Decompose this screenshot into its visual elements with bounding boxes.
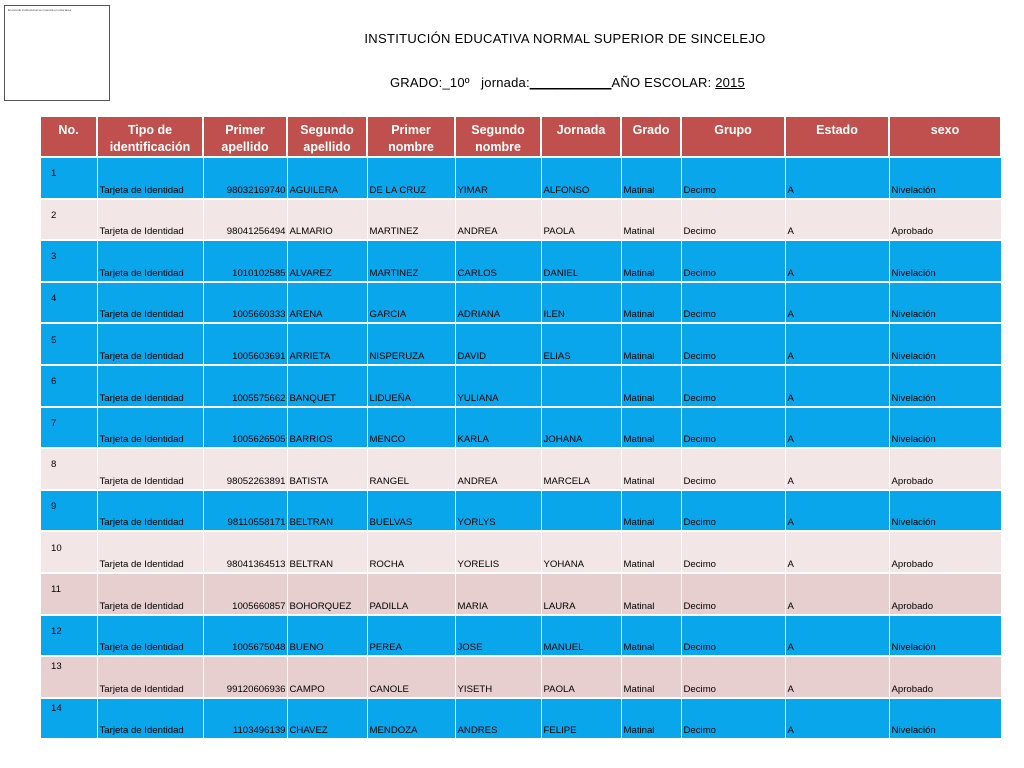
table-body [41,157,1001,739]
grado-cell: Decimo [681,199,785,241]
row-number: 5 [41,323,97,365]
grupo-cell: A [785,407,889,449]
table-row [41,407,1001,449]
first-surname-cell: ARENA [287,282,367,324]
second-surname-cell: LIDUEÑA [367,365,455,407]
table-row [41,490,1001,532]
jornada-blank: ___________ [529,75,612,90]
second-surname-cell: CANOLE [367,656,455,698]
second-name-cell: LAURA [541,573,621,615]
jornada-cell: Matinal [621,323,681,365]
grado-cell: Decimo [681,531,785,573]
grupo-cell: A [785,698,889,740]
first-name-cell: ANDREA [455,199,541,241]
id-number-cell: 98041364513 [203,531,287,573]
second-surname-cell: RANGEL [367,448,455,490]
grado-cell: Decimo [681,240,785,282]
id-number-cell: 1005575662 [203,365,287,407]
estado-cell: Aprobado [889,199,1001,241]
id-type-cell: Tarjeta de Identidad [97,531,203,573]
column-header: Primer apellido [203,117,287,157]
row-number: 11 [41,573,97,615]
anio-value: 2015 [715,75,745,90]
table-row [41,615,1001,657]
grupo-cell: A [785,490,889,532]
id-number-cell: 1103496139 [203,698,287,740]
column-header: Jornada [541,117,621,157]
id-type-cell: Tarjeta de Identidad [97,240,203,282]
second-surname-cell: PADILLA [367,573,455,615]
estado-cell: Nivelación [889,490,1001,532]
first-name-cell: YORELIS [455,531,541,573]
jornada-cell: Matinal [621,573,681,615]
table-header-row [41,117,1001,157]
table-row [41,240,1001,282]
jornada-cell: Matinal [621,157,681,199]
grado-cell: Decimo [681,407,785,449]
first-name-cell: ADRIANA [455,282,541,324]
first-surname-cell: BELTRAN [287,490,367,532]
first-name-cell: YISETH [455,656,541,698]
grupo-cell: A [785,573,889,615]
second-surname-cell: NISPERUZA [367,323,455,365]
id-number-cell: 1005675048 [203,615,287,657]
jornada-cell: Matinal [621,656,681,698]
id-number-cell: 98052263891 [203,448,287,490]
second-surname-cell: GARCIA [367,282,455,324]
first-surname-cell: ARRIETA [287,323,367,365]
id-type-cell: Tarjeta de Identidad [97,199,203,241]
second-name-cell [541,365,621,407]
first-name-cell: YORLYS [455,490,541,532]
row-number: 4 [41,282,97,324]
logo-placeholder [4,5,110,101]
second-surname-cell: MARTINEZ [367,240,455,282]
grupo-cell: A [785,157,889,199]
id-number-cell: 99120606936 [203,656,287,698]
row-number: 9 [41,490,97,532]
second-name-cell: ILEN [541,282,621,324]
row-number: 8 [41,448,97,490]
grupo-cell: A [785,199,889,241]
first-surname-cell: ALVAREZ [287,240,367,282]
id-number-cell: 1010102585 [203,240,287,282]
first-surname-cell: CHAVEZ [287,698,367,740]
column-header: sexo [889,117,1001,157]
table-row [41,531,1001,573]
student-roster-table [41,117,1002,740]
id-type-cell: Tarjeta de Identidad [97,365,203,407]
first-name-cell: DAVID [455,323,541,365]
column-header: Grupo [681,117,785,157]
second-name-cell: MANUEL [541,615,621,657]
id-number-cell: 1005626505 [203,407,287,449]
id-type-cell: Tarjeta de Identidad [97,615,203,657]
table-row [41,157,1001,199]
column-header: Segundo apellido [287,117,367,157]
first-name-cell: YIMAR [455,157,541,199]
first-surname-cell: BELTRAN [287,531,367,573]
jornada-cell: Matinal [621,531,681,573]
id-type-cell: Tarjeta de Identidad [97,407,203,449]
jornada-cell: Matinal [621,698,681,740]
second-surname-cell: MENDOZA [367,698,455,740]
grado-cell: Decimo [681,490,785,532]
id-type-cell: Tarjeta de Identidad [97,656,203,698]
column-header: Estado [785,117,889,157]
id-type-cell: Tarjeta de Identidad [97,490,203,532]
grado-cell: Decimo [681,365,785,407]
jornada-cell: Matinal [621,615,681,657]
grado-label: GRADO:_10º [390,75,470,90]
first-surname-cell: AGUILERA [287,157,367,199]
row-number: 10 [41,531,97,573]
second-name-cell: PAOLA [541,199,621,241]
grado-cell: Decimo [681,282,785,324]
jornada-cell: Matinal [621,282,681,324]
grado-cell: Decimo [681,573,785,615]
first-name-cell: KARLA [455,407,541,449]
estado-cell: Nivelación [889,240,1001,282]
estado-cell: Nivelación [889,157,1001,199]
column-header: Tipo de identificación [97,117,203,157]
second-surname-cell: BUELVAS [367,490,455,532]
estado-cell: Nivelación [889,365,1001,407]
grado-cell: Decimo [681,323,785,365]
estado-cell: Nivelación [889,323,1001,365]
grupo-cell: A [785,365,889,407]
table-row [41,323,1001,365]
jornada-label: jornada: [481,75,530,90]
second-surname-cell: DE LA CRUZ [367,157,455,199]
id-number-cell: 98032169740 [203,157,287,199]
second-surname-cell: ROCHA [367,531,455,573]
first-name-cell: ANDREA [455,448,541,490]
grupo-cell: A [785,615,889,657]
row-number: 14 [41,698,97,740]
first-name-cell: MARIA [455,573,541,615]
first-name-cell: CARLOS [455,240,541,282]
jornada-cell: Matinal [621,490,681,532]
estado-cell: Aprobado [889,448,1001,490]
id-type-cell: Tarjeta de Identidad [97,157,203,199]
jornada-cell: Matinal [621,407,681,449]
logo-caption: El escudo institucional se muestra en esta área [8,8,71,12]
second-name-cell: MARCELA [541,448,621,490]
table-row [41,573,1001,615]
jornada-cell: Matinal [621,240,681,282]
first-name-cell: JOSE [455,615,541,657]
id-type-cell: Tarjeta de Identidad [97,323,203,365]
id-type-cell: Tarjeta de Identidad [97,282,203,324]
first-surname-cell: ALMARIO [287,199,367,241]
anio-label: AÑO ESCOLAR: [611,75,716,90]
column-header: Segundo nombre [455,117,541,157]
row-number: 13 [41,656,97,698]
second-name-cell: FELIPE [541,698,621,740]
second-name-cell: ELIAS [541,323,621,365]
row-number: 7 [41,407,97,449]
second-name-cell: ALFONSO [541,157,621,199]
grupo-cell: A [785,323,889,365]
jornada-cell: Matinal [621,365,681,407]
second-name-cell: JOHANA [541,407,621,449]
table-row [41,365,1001,407]
grado-cell: Decimo [681,656,785,698]
id-type-cell: Tarjeta de Identidad [97,698,203,740]
row-number: 12 [41,615,97,657]
first-name-cell: ANDRES [455,698,541,740]
grado-cell: Decimo [681,615,785,657]
second-name-cell [541,490,621,532]
id-number-cell: 1005603691 [203,323,287,365]
id-number-cell: 98041256494 [203,199,287,241]
second-surname-cell: PEREA [367,615,455,657]
second-name-cell: PAOLA [541,656,621,698]
row-number: 1 [41,157,97,199]
grupo-cell: A [785,282,889,324]
table-row [41,282,1001,324]
grado-cell: Decimo [681,157,785,199]
estado-cell: Nivelación [889,615,1001,657]
estado-cell: Aprobado [889,656,1001,698]
table-row [41,199,1001,241]
first-surname-cell: BOHORQUEZ [287,573,367,615]
first-surname-cell: BUENO [287,615,367,657]
column-header: Primer nombre [367,117,455,157]
second-surname-cell: MENCO [367,407,455,449]
row-number: 6 [41,365,97,407]
id-type-cell: Tarjeta de Identidad [97,448,203,490]
id-number-cell: 1005660857 [203,573,287,615]
table-row [41,698,1001,740]
grupo-cell: A [785,656,889,698]
table-row [41,656,1001,698]
first-surname-cell: BANQUET [287,365,367,407]
first-surname-cell: BATISTA [287,448,367,490]
grupo-cell: A [785,448,889,490]
jornada-cell: Matinal [621,448,681,490]
page-title: INSTITUCIÓN EDUCATIVA NORMAL SUPERIOR DE SINCELEJO [364,31,766,46]
second-surname-cell: MARTINEZ [367,199,455,241]
row-number: 2 [41,199,97,241]
page-subtitle [390,75,745,90]
column-header: No. [41,117,97,157]
jornada-cell: Matinal [621,199,681,241]
first-surname-cell: CAMPO [287,656,367,698]
grado-cell: Decimo [681,698,785,740]
grado-cell: Decimo [681,448,785,490]
grupo-cell: A [785,531,889,573]
second-name-cell: YOHANA [541,531,621,573]
id-number-cell: 1005660333 [203,282,287,324]
row-number: 3 [41,240,97,282]
grupo-cell: A [785,240,889,282]
estado-cell: Nivelación [889,407,1001,449]
id-type-cell: Tarjeta de Identidad [97,573,203,615]
first-name-cell: YULIANA [455,365,541,407]
first-surname-cell: BARRIOS [287,407,367,449]
second-name-cell: DANIEL [541,240,621,282]
estado-cell: Aprobado [889,573,1001,615]
estado-cell: Nivelación [889,282,1001,324]
table-row [41,448,1001,490]
column-header: Grado [621,117,681,157]
estado-cell: Aprobado [889,531,1001,573]
id-number-cell: 98110558171 [203,490,287,532]
estado-cell: Nivelación [889,698,1001,740]
